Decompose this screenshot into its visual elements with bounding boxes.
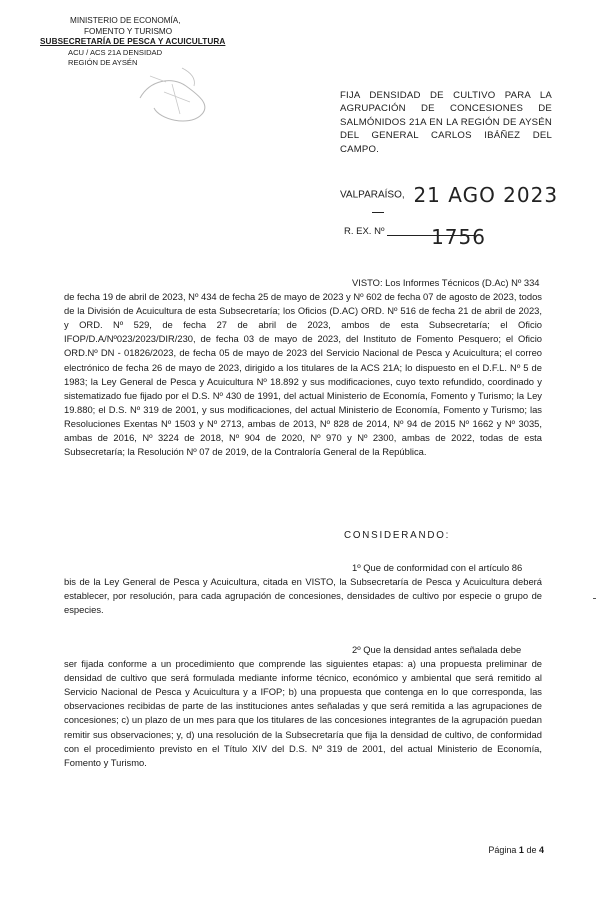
signature-stamp <box>120 58 240 128</box>
city-label: VALPARAÍSO, <box>340 189 405 201</box>
page-label: Página <box>488 845 517 855</box>
title-line: DEL GENERAL CARLOS IBÁÑEZ DEL CAMPO. <box>340 130 552 155</box>
date-line <box>340 183 558 207</box>
resolution-title <box>340 89 552 156</box>
title-line: FIJA DENSIDAD DE CULTIVO PARA LA <box>340 90 552 101</box>
resolution-number: 1756 <box>431 225 486 249</box>
considerando-2-body: ser fijada conforme a un procedimiento que comprende las siguientes etapas: a) una propuesta preliminar de densidad de cultivo que será formulada mediante informe técnico, económico y ambiental que será remitido al Servicio Nacional de Pesca y Acuicultura y a IFOP; b) una propuesta que contenga en lo que corresponda, las observaciones recibidas de parte de las instituciones antes señaladas y que será remitida a las agrupaciones de concesiones; c) un plazo de un mes para que los titulares de las concesiones integrantes de la agrupación puedan remitir sus observaciones; y, d) una resolución de la Subsecretaría que fija la densidad de cultivo, de conformidad con el procedimiento previsto en el Título XIV del D.S. Nº 319 de 2001, del actual Ministerio de Economía, Fomento y Turismo. <box>64 658 542 768</box>
margin-mark <box>593 598 596 599</box>
considerando-2 <box>64 643 542 770</box>
title-line: AGRUPACIÓN DE CONCESIONES DE <box>340 103 552 115</box>
page-total: 4 <box>538 845 544 855</box>
reference-code: ACU / ACS 21A DENSIDAD <box>68 47 163 57</box>
page-counter <box>488 845 544 855</box>
ministry-line: MINISTERIO DE ECONOMÍA, <box>70 16 181 25</box>
considerando-1-lead: 1º Que de conformidad con el artículo 86 <box>352 562 523 573</box>
considerando-2-lead: 2º Que la densidad antes señalada debe <box>352 644 522 655</box>
visto-paragraph <box>64 276 542 459</box>
page-current: 1 <box>518 845 524 855</box>
visto-body: de fecha 19 de abril de 2023, Nº 434 de fecha 25 de mayo de 2023 y Nº 602 de fecha 07 de agosto de 2023, todos de la División de Acuicultura de esta Subsecretaría; los Oficios (D.AC) ORD. Nº 516 de fecha 21 de abril de 2023, y ORD. Nº 529, de fecha 27 de abril de 2023, ambos de esta Subsecretaría; el Oficio IFOP/D.A/Nº023/2023/DIR/230, de fecha 03 de mayo de 2023, del Instituto de Fomento Pesquero; el Oficio ORD.Nº DN - 01826/2023, de fecha 05 de mayo de 2023 del Servicio Nacional de Pesca y Acuicultura; el correo electrónico de fecha 26 de mayo de 2023, dirigido a los titulares de la ACS 21A; lo dispuesto en el D.F.L. Nº 5 de 1983; la Ley General de Pesca y Acuicultura Nº 18.892 y sus modificaciones, cuyo texto refundido, coordinado y sistematizado fue fijado por el D.S. Nº 430 de 1991, del actual Ministerio de Economía, Fomento y Turismo; la Ley 19.880; el D.S. Nº 319 de 2001, y sus modificaciones, del actual Ministerio de Economía, Fomento y Turismo; las Resoluciones Exentas Nº 1503 y Nº 2713, ambas de 2013, Nº 828 de 2014, Nº 94 de 2015 Nº 1662 y Nº 3035, ambas de 2016, Nº 3224 de 2018, Nº 904 de 2020, Nº 970 y Nº 2300, ambas de 2022, todas de esta Subsecretaría; la Resolución Nº 07 de 2019, de la Contraloría General de la República. <box>64 291 542 458</box>
considerando-1 <box>64 561 542 617</box>
page-separator: de <box>526 845 537 855</box>
resolution-number-line <box>344 225 486 249</box>
number-underline <box>387 225 486 249</box>
divider <box>372 212 384 213</box>
considerando-1-body: bis de la Ley General de Pesca y Acuicultura, citada en VISTO, la Subsecretaría de Pesca y Acuicultura deberá establecer, por resolución, para cada agrupación de concesiones, densidades de cultivo por especie o grupo de especies. <box>64 576 542 616</box>
handwritten-date: 21 AGO 2023 <box>413 183 559 207</box>
visto-lead: VISTO: Los Informes Técnicos (D.Ac) Nº 334 <box>352 277 540 288</box>
subsecretaria-line: SUBSECRETARÍA DE PESCA Y ACUICULTURA <box>40 37 226 47</box>
ministry-line-2: FOMENTO Y TURISMO <box>84 26 173 36</box>
region-line: REGIÓN DE AYSÉN <box>68 58 138 68</box>
resolution-label: R. EX. Nº <box>344 226 385 237</box>
title-line: SALMÓNIDOS 21A EN LA REGIÓN DE AYSÉN <box>340 116 552 128</box>
considerando-heading: CONSIDERANDO: <box>344 530 451 541</box>
